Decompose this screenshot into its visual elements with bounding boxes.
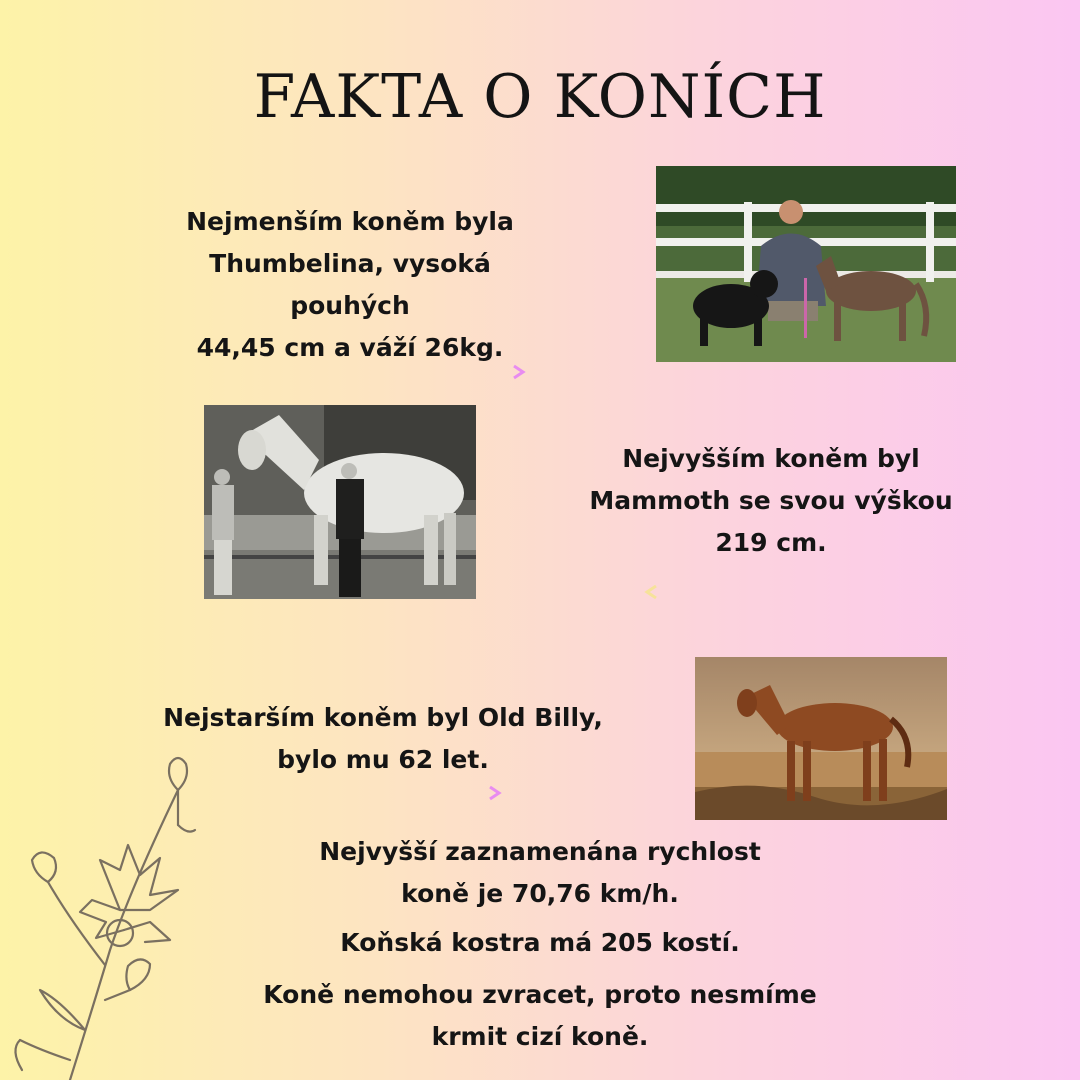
fact-line: bylo mu 62 let. bbox=[277, 745, 489, 774]
fact-line: Nejstarším koněm byl Old Billy, bbox=[163, 703, 603, 732]
fact-line: Thumbelina, vysoká pouhých bbox=[209, 249, 491, 320]
mammoth-photo bbox=[204, 405, 476, 599]
thumbelina-photo bbox=[656, 166, 956, 362]
fact-line: 219 cm. bbox=[715, 528, 827, 557]
fact-line: Mammoth se svou výškou bbox=[589, 486, 953, 515]
fact-line: Koňská kostra má 205 kostí. bbox=[340, 928, 740, 957]
fact-skeleton-bones bbox=[290, 922, 790, 964]
fact-line: Nejmenším koněm byla bbox=[186, 207, 514, 236]
fact-tallest-horse bbox=[571, 438, 971, 564]
arrow-left-icon bbox=[640, 582, 902, 602]
fact-line: Koně nemohou zvracet, proto nesmíme bbox=[263, 980, 817, 1009]
arrow-right-icon bbox=[270, 362, 530, 382]
fact-line: koně je 70,76 km/h. bbox=[401, 879, 679, 908]
fact-line: 44,45 cm a váží 26kg. bbox=[196, 333, 504, 362]
arrow-right-icon bbox=[244, 783, 506, 803]
old-billy-painting bbox=[695, 657, 947, 820]
page-title: FAKTA O KONÍCH bbox=[253, 62, 827, 132]
fact-line: krmit cizí koně. bbox=[431, 1022, 649, 1051]
flower-icon bbox=[0, 750, 210, 1080]
fact-line: Nejvyšším koněm byl bbox=[622, 444, 920, 473]
fact-top-speed bbox=[290, 831, 790, 915]
fact-cannot-vomit bbox=[220, 974, 860, 1058]
fact-smallest-horse bbox=[150, 201, 550, 369]
fact-line: Nejvyšší zaznamenána rychlost bbox=[319, 837, 761, 866]
